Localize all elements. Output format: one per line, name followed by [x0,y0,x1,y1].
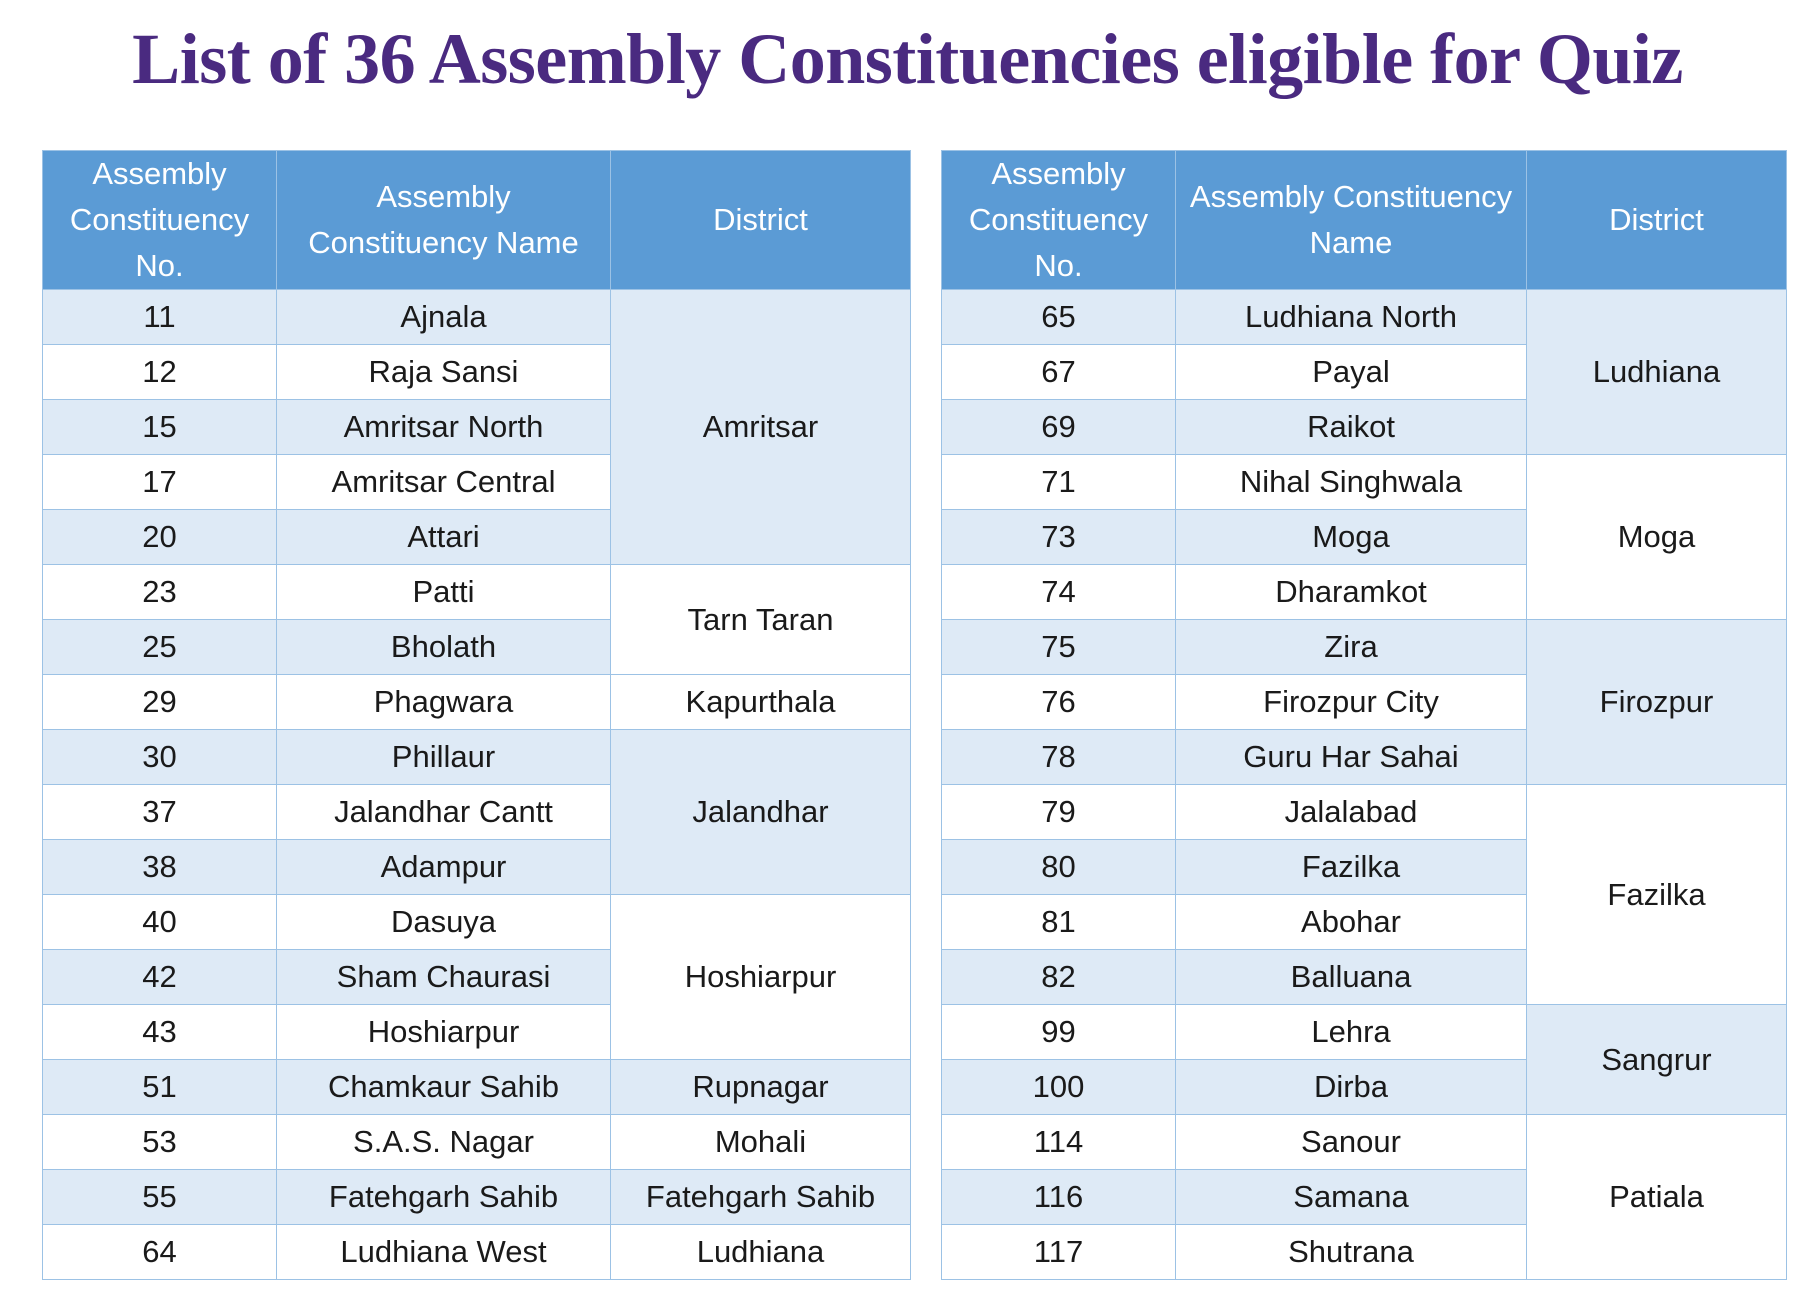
header-district: District [1527,151,1787,290]
table-row [942,620,1787,675]
district-cell: Fatehgarh Sahib [611,1170,911,1225]
table-row [43,290,911,345]
constituency-no-cell: 81 [942,895,1176,950]
constituency-no-cell: 55 [43,1170,277,1225]
constituency-name-cell: Balluana [1176,950,1527,1005]
header-constituency-name: Assembly Constituency Name [277,151,611,290]
constituency-no-cell: 12 [43,345,277,400]
constituency-no-cell: 80 [942,840,1176,895]
district-cell: Hoshiarpur [611,895,911,1060]
constituency-no-cell: 75 [942,620,1176,675]
constituency-name-cell: Dirba [1176,1060,1527,1115]
constituency-name-cell: Zira [1176,620,1527,675]
table-row [942,290,1787,345]
constituency-name-cell: Payal [1176,345,1527,400]
constituency-no-cell: 79 [942,785,1176,840]
constituency-no-cell: 43 [43,1005,277,1060]
constituency-name-cell: Sanour [1176,1115,1527,1170]
constituency-no-cell: 74 [942,565,1176,620]
constituency-name-cell: Amritsar Central [277,455,611,510]
constituency-no-cell: 71 [942,455,1176,510]
constituency-name-cell: Firozpur City [1176,675,1527,730]
district-cell: Sangrur [1527,1005,1787,1115]
table-row [43,1225,911,1280]
table-row [43,1115,911,1170]
table-row [942,455,1787,510]
constituency-name-cell: Bholath [277,620,611,675]
constituency-name-cell: Abohar [1176,895,1527,950]
constituency-table-right [941,150,1787,1280]
table-row [43,895,911,950]
header-constituency-no: Assembly Constituency No. [942,151,1176,290]
constituency-name-cell: Samana [1176,1170,1527,1225]
district-cell: Ludhiana [1527,290,1787,455]
constituency-name-cell: Amritsar North [277,400,611,455]
constituency-name-cell: Fatehgarh Sahib [277,1170,611,1225]
table-row [43,675,911,730]
table-row [942,1115,1787,1170]
constituency-no-cell: 42 [43,950,277,1005]
constituency-no-cell: 67 [942,345,1176,400]
page-title: List of 36 Assembly Constituencies eligible for Quiz [132,19,1683,99]
constituency-no-cell: 38 [43,840,277,895]
constituency-no-cell: 51 [43,1060,277,1115]
district-cell: Amritsar [611,290,911,565]
constituency-name-cell: Dasuya [277,895,611,950]
district-cell: Fazilka [1527,785,1787,1005]
constituency-name-cell: Ludhiana West [277,1225,611,1280]
constituency-no-cell: 114 [942,1115,1176,1170]
constituency-no-cell: 40 [43,895,277,950]
constituency-name-cell: Phagwara [277,675,611,730]
table-header-row [942,151,1787,290]
constituency-name-cell: Ajnala [277,290,611,345]
table-row [942,1005,1787,1060]
district-cell: Tarn Taran [611,565,911,675]
constituency-table-left [42,150,911,1280]
constituency-no-cell: 23 [43,565,277,620]
header-constituency-name: Assembly Constituency Name [1176,151,1527,290]
constituency-name-cell: Jalalabad [1176,785,1527,840]
district-cell: Kapurthala [611,675,911,730]
constituency-name-cell: Dharamkot [1176,565,1527,620]
constituency-no-cell: 82 [942,950,1176,1005]
constituency-no-cell: 29 [43,675,277,730]
table-row [43,565,911,620]
constituency-name-cell: Phillaur [277,730,611,785]
constituency-name-cell: Patti [277,565,611,620]
table-row [43,1060,911,1115]
constituency-no-cell: 100 [942,1060,1176,1115]
district-cell: Firozpur [1527,620,1787,785]
constituency-name-cell: Ludhiana North [1176,290,1527,345]
constituency-no-cell: 30 [43,730,277,785]
constituency-name-cell: Hoshiarpur [277,1005,611,1060]
constituency-no-cell: 65 [942,290,1176,345]
constituency-no-cell: 20 [43,510,277,565]
district-cell: Ludhiana [611,1225,911,1280]
district-cell: Moga [1527,455,1787,620]
constituency-name-cell: Guru Har Sahai [1176,730,1527,785]
district-cell: Rupnagar [611,1060,911,1115]
constituency-no-cell: 17 [43,455,277,510]
constituency-no-cell: 64 [43,1225,277,1280]
constituency-no-cell: 25 [43,620,277,675]
header-district: District [611,151,911,290]
table-row [43,730,911,785]
constituency-name-cell: Jalandhar Cantt [277,785,611,840]
header-constituency-no: Assembly Constituency No. [43,151,277,290]
constituency-name-cell: Raja Sansi [277,345,611,400]
constituency-no-cell: 78 [942,730,1176,785]
constituency-no-cell: 11 [43,290,277,345]
constituency-no-cell: 37 [43,785,277,840]
constituency-name-cell: Lehra [1176,1005,1527,1060]
constituency-name-cell: S.A.S. Nagar [277,1115,611,1170]
constituency-no-cell: 116 [942,1170,1176,1225]
district-cell: Patiala [1527,1115,1787,1280]
constituency-no-cell: 69 [942,400,1176,455]
constituency-no-cell: 117 [942,1225,1176,1280]
constituency-name-cell: Attari [277,510,611,565]
constituency-name-cell: Raikot [1176,400,1527,455]
constituency-name-cell: Fazilka [1176,840,1527,895]
table-header-row [43,151,911,290]
constituency-no-cell: 15 [43,400,277,455]
table-row [43,1170,911,1225]
constituency-no-cell: 99 [942,1005,1176,1060]
constituency-no-cell: 73 [942,510,1176,565]
constituency-name-cell: Shutrana [1176,1225,1527,1280]
constituency-name-cell: Adampur [277,840,611,895]
constituency-no-cell: 76 [942,675,1176,730]
district-cell: Jalandhar [611,730,911,895]
table-row [942,785,1787,840]
constituency-name-cell: Chamkaur Sahib [277,1060,611,1115]
constituency-name-cell: Nihal Singhwala [1176,455,1527,510]
constituency-name-cell: Moga [1176,510,1527,565]
constituency-name-cell: Sham Chaurasi [277,950,611,1005]
constituency-no-cell: 53 [43,1115,277,1170]
district-cell: Mohali [611,1115,911,1170]
